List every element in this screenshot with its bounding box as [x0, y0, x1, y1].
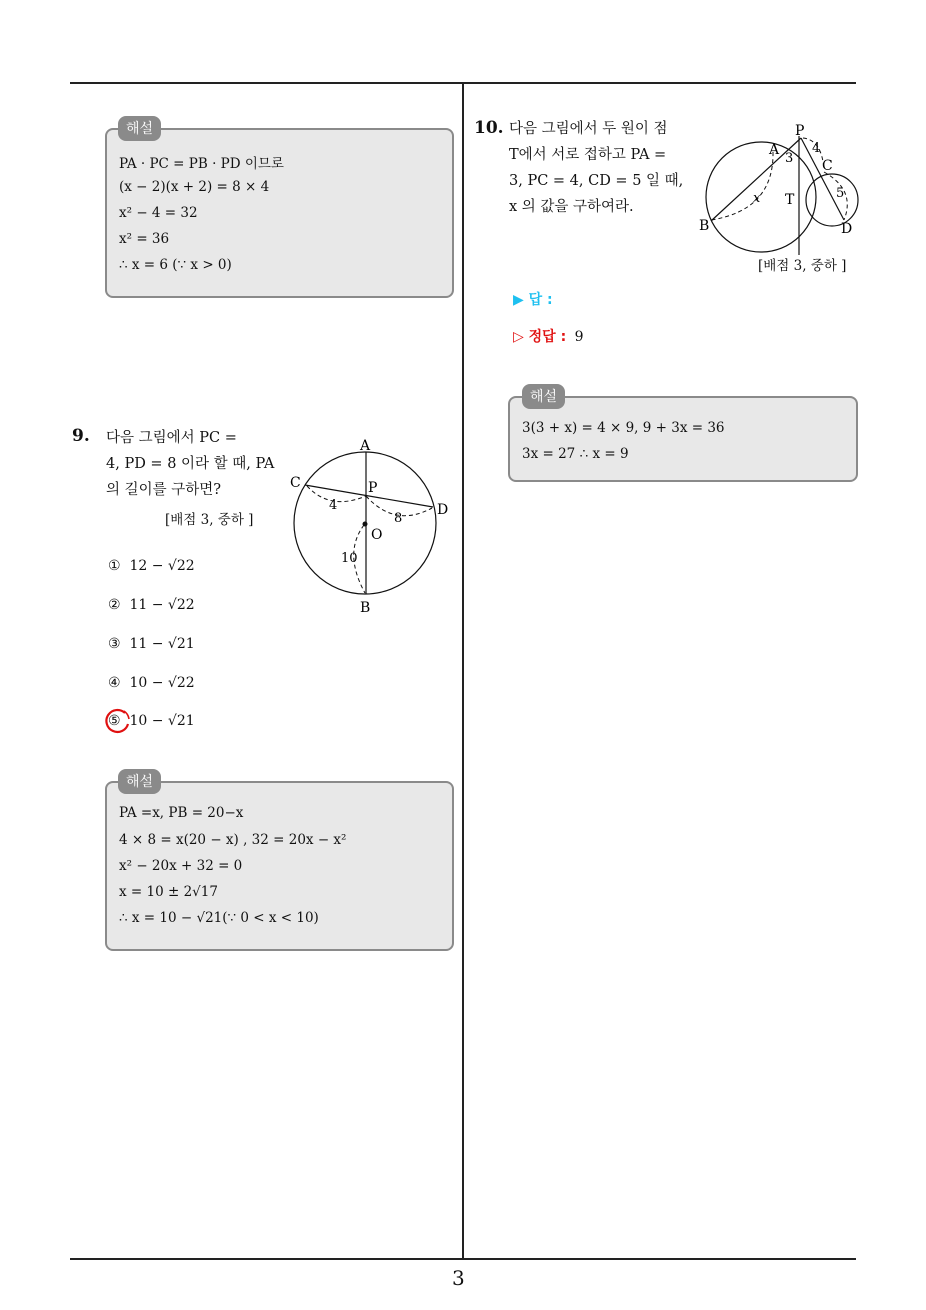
arc-ab: [711, 152, 773, 220]
q9-solution-box: [105, 781, 454, 951]
label-c: C: [290, 475, 301, 491]
label-a: A: [769, 142, 780, 158]
label-p: P: [795, 123, 805, 139]
label-t: T: [785, 192, 795, 208]
correct-value: 9: [574, 329, 584, 345]
label-pa-length: 3: [785, 151, 794, 166]
q9-choice-4[interactable]: [108, 675, 195, 691]
choice-mark: ⑤: [108, 713, 121, 729]
label-d: D: [437, 502, 449, 518]
q10-question: [509, 116, 689, 220]
q9-question: [106, 425, 276, 503]
q10-solution-line: 3x = 27 ∴ x = 9: [522, 446, 629, 462]
label-pc-length: 4: [812, 141, 821, 156]
q9-choice-3[interactable]: [108, 636, 195, 652]
choice-mark: ②: [108, 597, 121, 613]
column-divider: [462, 84, 464, 1259]
choice-mark: ③: [108, 636, 121, 652]
q9-choice-2[interactable]: [108, 597, 195, 613]
q9-figure: [285, 433, 460, 618]
q9-number: 9.: [72, 426, 90, 446]
q10-points: [배점 3, 중하 ]: [758, 258, 847, 274]
q8-solution-line: ∴ x = 6 (∵ x > 0): [119, 257, 232, 273]
q8-solution-box: [105, 128, 454, 298]
bottom-rule: [70, 1258, 856, 1260]
q10-solution-label: 해설: [522, 384, 565, 409]
choice-text: 12 − √22: [129, 558, 195, 574]
q9-solution-line: x² − 20x + 32 = 0: [119, 858, 243, 874]
q10-text-line: x 의 값을 구하여라.: [509, 199, 634, 215]
q10-solution-box: [508, 396, 858, 482]
label-b: B: [360, 600, 371, 616]
q10-number: 10.: [474, 118, 504, 138]
q9-text-line: 4, PD = 8 이라 할 때, PA: [106, 456, 275, 472]
q8-solution-line: (x − 2)(x + 2) = 8 × 4: [119, 179, 270, 195]
choice-text: 11 − √22: [129, 597, 195, 613]
label-cd-length: 5: [836, 186, 845, 201]
q8-solution-line: PA · PC = PB · PD 이므로: [119, 156, 284, 172]
q9-solution-line: 4 × 8 = x(20 − x) , 32 = 20x − x²: [119, 832, 347, 848]
choice-text: 11 − √21: [129, 636, 195, 652]
label-a: A: [360, 438, 371, 454]
q10-answer-row[interactable]: [513, 289, 553, 309]
label-o: O: [371, 527, 383, 543]
label-x: x: [753, 191, 761, 206]
answer-circle-mark: [102, 707, 132, 737]
choice-text: 10 − √22: [129, 675, 195, 691]
label-b: B: [699, 218, 710, 234]
label-c: C: [822, 158, 833, 174]
label-pd-length: 8: [394, 511, 403, 526]
q9-solution-line: x = 10 ± 2√17: [119, 884, 218, 900]
label-pc-length: 4: [329, 498, 338, 513]
q10-solution-line: 3(3 + x) = 4 × 9, 9 + 3x = 36: [522, 420, 725, 436]
choice-text: 10 − √21: [129, 713, 195, 729]
q9-choice-1[interactable]: [108, 558, 195, 574]
q9-solution-line: ∴ x = 10 − √21(∵ 0 < x < 10): [119, 910, 319, 926]
q8-solution-label: 해설: [118, 116, 161, 141]
page-number: 3: [452, 1266, 465, 1290]
q9-solution-label: 해설: [118, 769, 161, 794]
center-o-dot: [363, 522, 368, 527]
q9-text-line: 다음 그림에서 PC =: [106, 430, 237, 446]
label-p: P: [368, 480, 378, 496]
q8-solution-line: x² − 4 = 32: [119, 205, 198, 221]
q10-text-line: T에서 서로 접하고 PA =: [509, 147, 667, 163]
choice-mark: ①: [108, 558, 121, 574]
q10-figure: [694, 120, 864, 255]
small-circle: [806, 174, 858, 226]
label-ob-length: 10: [341, 551, 358, 566]
q10-text-line: 다음 그림에서 두 원이 점: [509, 121, 668, 137]
q10-text-line: 3, PC = 4, CD = 5 일 때,: [509, 173, 684, 189]
answer-label: ▶ 답 :: [513, 292, 553, 308]
q9-text-line: 의 길이를 구하면?: [106, 482, 222, 498]
q9-solution-line: PA =x, PB = 20−x: [119, 805, 244, 821]
choice-mark: ④: [108, 675, 121, 691]
label-d: D: [841, 221, 853, 237]
q9-points: [배점 3, 중하 ]: [165, 512, 254, 528]
q10-correct-row: [513, 326, 584, 346]
correct-label: ▷ 정답 :: [513, 329, 567, 345]
q8-solution-line: x² = 36: [119, 231, 170, 247]
